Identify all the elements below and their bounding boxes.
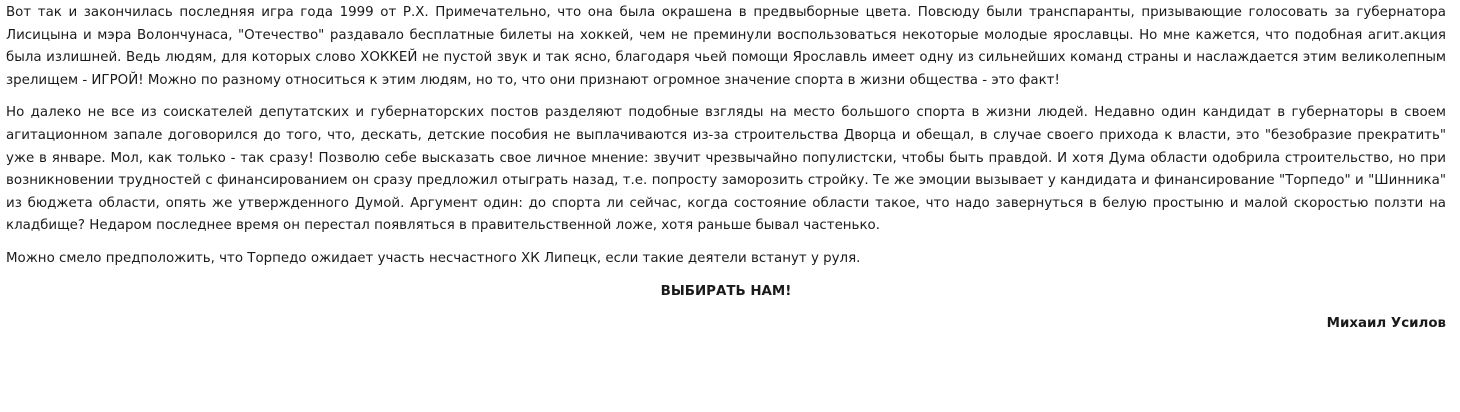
author-signature: Михаил Усилов [1326,315,1446,331]
article-paragraph-2: Но далеко не все из соискателей депутатских и губернаторских постов разделяют подобные взгляды на место большого спорта в жизни людей. Недавно один кандидат в губернаторы в своем агитационном запале договорился до того, что, дескать, детские пособия не выплачиваются из-за строительства Дворца и обещал, в случае своего прихода к власти, это "безобразие прекратить" уже в январе. Мол, как только - так сразу! Позволю себе высказать свое личное мнение: звучит чрезвычайно популистски, чтобы быть правдой. И хотя Дума области одобрила строительство, но при возникновении трудностей с финансированием он сразу предложил отыграть назад, т.е. попросту заморозить стройку. Те же эмоции вызывает у кандидата и финансирование "Торпедо" и "Шинника" из бюджета области, опять же утвержденного Думой. Аргумент один: до спорта ли сейчас, когда состояние области такое, что надо завернуться в белую простыню и малой скоростью ползти на кладбище? Недаром последнее время он перестал появляться в правительственной ложе, хотя раньше бывал частенько. [6,105,1446,234]
article-body [6,2,1446,335]
article-paragraph-3: Можно смело предположить, что Торпедо ожидает участь несчастного ХК Липецк, если такие деятели встанут у руля. [6,250,861,266]
article-paragraph-1: Вот так и закончилась последняя игра года 1999 от Р.Х. Примечательно, что она была окрашена в предвыборные цвета. Повсюду были транспаранты, призывающие голосовать за губернатора Лисицына и мэра Волончунаса, "Отечество" раздавало бесплатные билеты на хоккей, чем не преминули воспользоваться некоторые молодые ярославцы. Но мне кажется, что подобная агит.акция была излишней. Ведь людям, для которых слово ХОККЕЙ не пустой звук и так ясно, благодаря чьей помощи Ярославль имеет одну из сильнейших команд страны и наслаждается этим великолепным зрелищем - ИГРОЙ! Можно по разному относиться к этим людям, но то, что они признают огромное значение спорта в жизни общества - это факт! [6,5,1446,88]
article-slogan: ВЫБИРАТЬ НАМ! [660,283,792,299]
